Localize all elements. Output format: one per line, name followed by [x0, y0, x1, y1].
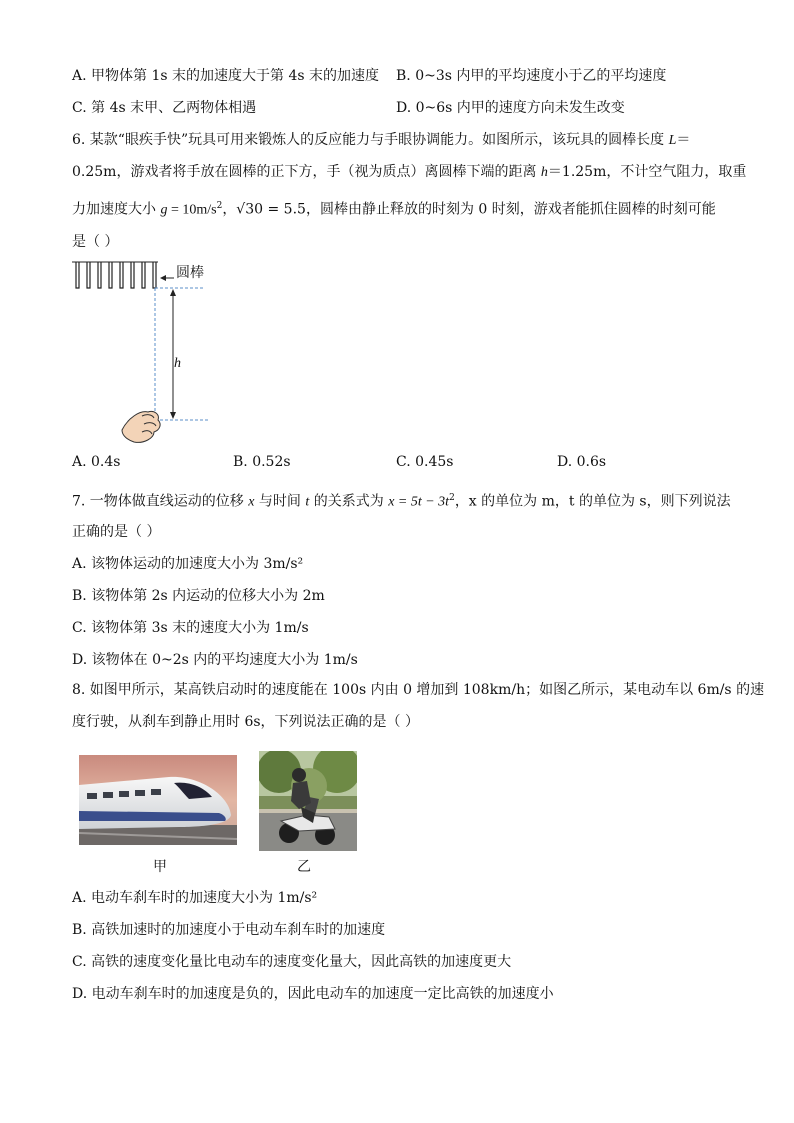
q5-option-c: C. 第 4s 末甲、乙两物体相遇: [72, 100, 257, 116]
q7-option-a: A. 该物体运动的加速度大小为 3m/s²: [72, 556, 304, 572]
q7-option-d: D. 该物体在 0~2s 内的平均速度大小为 1m/s: [72, 652, 358, 668]
q8-option-c: C. 高铁的速度变化量比电动车的速度变化量大，因此高铁的加速度更大: [72, 954, 512, 970]
q6-option-b: B. 0.52s: [233, 454, 291, 470]
q5-option-b: B. 0~3s 内甲的平均速度小于乙的平均速度: [396, 68, 667, 84]
q8-stem-line2: 度行驶，从刹车到静止用时 6s，下列说法正确的是（ ）: [72, 714, 419, 730]
q8-option-d: D. 电动车刹车时的加速度是负的，因此电动车的加速度一定比高铁的加速度小: [72, 986, 554, 1002]
q6-stem-line3: 力加速度大小 $g = 10m/s^2$，√30 = 5.5，圆棒由静止释放的时刻为 0 时刻，游戏者能抓住圆棒的时刻可能: [72, 201, 716, 218]
q8-scooter-photo: [259, 751, 357, 851]
q6-stem-line2: 0.25m，游戏者将手放在圆棒的正下方，手（视为质点）离圆棒下端的距离 h＝1.25m，不计空气阻力，取重: [72, 164, 747, 180]
q6-rod-figure: [70, 258, 220, 448]
q6-option-a: A. 0.4s: [72, 454, 121, 470]
q6-h-label: h: [174, 356, 181, 371]
q6-rod-label: 圆棒: [176, 265, 204, 281]
q8-caption-left: 甲: [153, 859, 167, 875]
q7-option-c: C. 该物体第 3s 末的速度大小为 1m/s: [72, 620, 309, 636]
q5-option-a: A. 甲物体第 1s 末的加速度大于第 4s 末的加速度: [72, 68, 379, 84]
q7-stem-line1: 7. 一物体做直线运动的位移 x 与时间 t 的关系式为 $x = 5t - 3t^2$，x 的单位为 m，t 的单位为 s，则下列说法: [72, 493, 731, 510]
q6-stem-line1: 6. 某款“眼疾手快”玩具可用来锻炼人的反应能力与手眼协调能力。如图所示，该玩具的圆棒长度 L＝: [72, 132, 691, 148]
q8-option-b: B. 高铁加速时的加速度小于电动车刹车时的加速度: [72, 922, 386, 938]
q8-stem-line1: 8. 如图甲所示，某高铁启动时的速度能在 100s 内由 0 增加到 108km/h；如图乙所示，某电动车以 6m/s 的速: [72, 682, 765, 698]
q8-train-photo: [79, 755, 237, 845]
q6-option-d: D. 0.6s: [557, 454, 607, 470]
q6-option-c: C. 0.45s: [396, 454, 454, 470]
q8-caption-right: 乙: [297, 859, 311, 875]
q7-option-b: B. 该物体第 2s 内运动的位移大小为 2m: [72, 588, 325, 604]
q8-option-a: A. 电动车刹车时的加速度大小为 1m/s²: [72, 890, 318, 906]
q6-stem-line4: 是（ ）: [72, 234, 119, 250]
q5-option-d: D. 0~6s 内甲的速度方向未发生改变: [396, 100, 625, 116]
q7-stem-line2: 正确的是（ ）: [72, 524, 161, 540]
